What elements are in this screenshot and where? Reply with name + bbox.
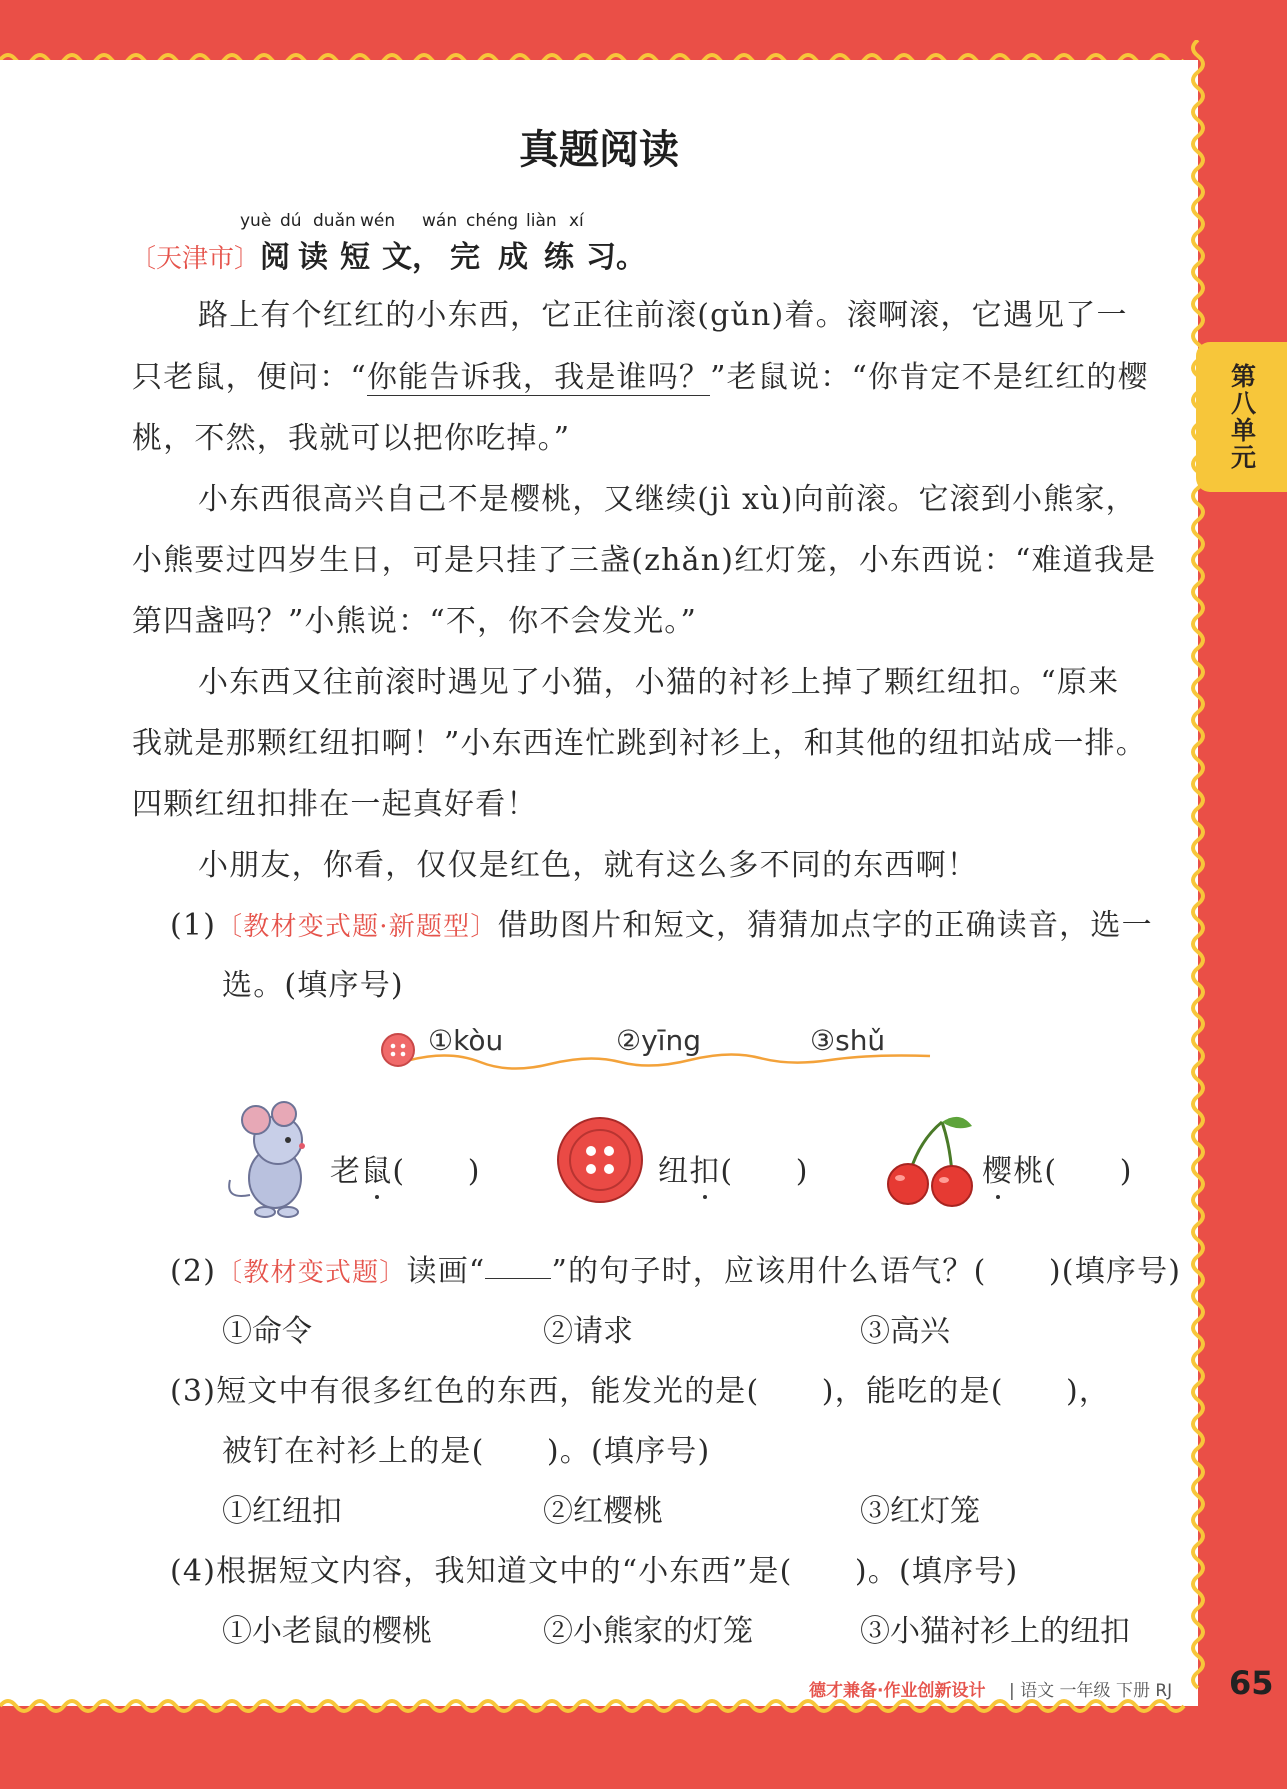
underline-sample <box>485 1278 551 1279</box>
cherry-icon <box>880 1110 980 1210</box>
reading-option: ②yīng <box>616 1024 701 1057</box>
pinyin: xí <box>569 211 584 231</box>
item-cherry: 樱桃( ) <box>982 1154 1133 1189</box>
footer-brand: 德才兼备·作业创新设计 <box>809 1681 986 1701</box>
pinyin: chéng <box>466 211 519 231</box>
q3-option: ③红灯笼 <box>860 1494 980 1529</box>
passage-line: 小东西又往前滚时遇见了小猫，小猫的衬衫上掉了颗红纽扣。“原来 <box>198 665 1120 700</box>
question-tag: 〔教材变式题〕 <box>216 1258 407 1288</box>
frame-wave-right <box>1178 40 1218 1726</box>
pinyin: liàn <box>526 211 557 231</box>
pinyin: wén <box>360 211 396 231</box>
button-icon <box>555 1115 645 1205</box>
pinyin: yuè <box>240 211 272 231</box>
pinyin: dú <box>280 211 302 231</box>
q4-option: ②小熊家的灯笼 <box>543 1614 753 1649</box>
passage-line: 第四盏吗？”小熊说：“不，你不会发光。” <box>132 604 698 639</box>
question-3: (3)短文中有很多红色的东西，能发光的是( )，能吃的是( )， <box>170 1374 1111 1409</box>
question-3-cont: 被钉在衬衫上的是( )。(填序号) <box>222 1434 711 1469</box>
passage-line: 只老鼠，便问：“你能告诉我，我是谁吗？”老鼠说：“你肯定不是红红的樱 <box>132 360 1149 395</box>
footer-subject: | 语文 一年级 下册 RJ <box>1009 1681 1173 1701</box>
mouse-icon <box>220 1100 330 1220</box>
q4-option: ③小猫衬衫上的纽扣 <box>860 1614 1130 1649</box>
question-1-cont: 选。(填序号) <box>222 968 404 1003</box>
passage-line: 小熊要过四岁生日，可是只挂了三盏(zhǎn)红灯笼，小东西说：“难道我是 <box>132 543 1157 578</box>
underlined-sentence: 你能告诉我，我是谁吗？ <box>366 360 711 395</box>
source-tag: 〔天津市〕 <box>130 244 261 274</box>
question-4: (4)根据短文内容，我知道文中的“小东西”是( )。(填序号) <box>170 1554 1019 1589</box>
q2-option: ②请求 <box>543 1314 633 1349</box>
q2-option: ①命令 <box>222 1314 312 1349</box>
passage-line: 桃，不然，我就可以把你吃掉。” <box>132 421 571 456</box>
q2-option: ③高兴 <box>860 1314 950 1349</box>
item-mouse: 老鼠( ) <box>330 1154 481 1189</box>
instruction: 〔天津市〕阅 读 短 文， 完 成 练 习。 <box>130 240 647 275</box>
pinyin: duǎn <box>313 211 356 231</box>
q4-option: ①小老鼠的樱桃 <box>222 1614 432 1649</box>
pinyin: wán <box>422 211 458 231</box>
unit-tab-label: 第八单元 <box>1227 363 1257 471</box>
passage-line: 小朋友，你看，仅仅是红色，就有这么多不同的东西啊！ <box>198 848 978 883</box>
passage-line: 路上有个红红的小东西，它正往前滚(gǔn)着。滚啊滚，它遇见了一 <box>198 298 1128 333</box>
reading-option: ①kòu <box>428 1024 504 1057</box>
page-number: 65 <box>1229 1664 1274 1702</box>
unit-tab[interactable] <box>1196 342 1287 492</box>
reading-option: ③shǔ <box>810 1024 886 1057</box>
question-1: (1)〔教材变式题·新题型〕借助图片和短文，猜猜加点字的正确读音，选一 <box>170 908 1153 943</box>
question-2: (2)〔教材变式题〕读画“ ”的句子时，应该用什么语气？( )(填序号) <box>170 1254 1182 1289</box>
q3-option: ②红樱桃 <box>543 1494 663 1529</box>
item-button: 纽扣( ) <box>658 1154 809 1189</box>
passage-line: 小东西很高兴自己不是樱桃，又继续(jì xù)向前滚。它滚到小熊家， <box>198 482 1137 517</box>
passage-line: 我就是那颗红纽扣啊！”小东西连忙跳到衬衫上，和其他的纽扣站成一排。 <box>132 726 1147 761</box>
question-tag: 〔教材变式题·新题型〕 <box>216 912 498 942</box>
passage-line: 四颗红纽扣排在一起真好看！ <box>132 787 538 822</box>
page-title: 真题阅读 <box>519 127 679 173</box>
q3-option: ①红纽扣 <box>222 1494 342 1529</box>
